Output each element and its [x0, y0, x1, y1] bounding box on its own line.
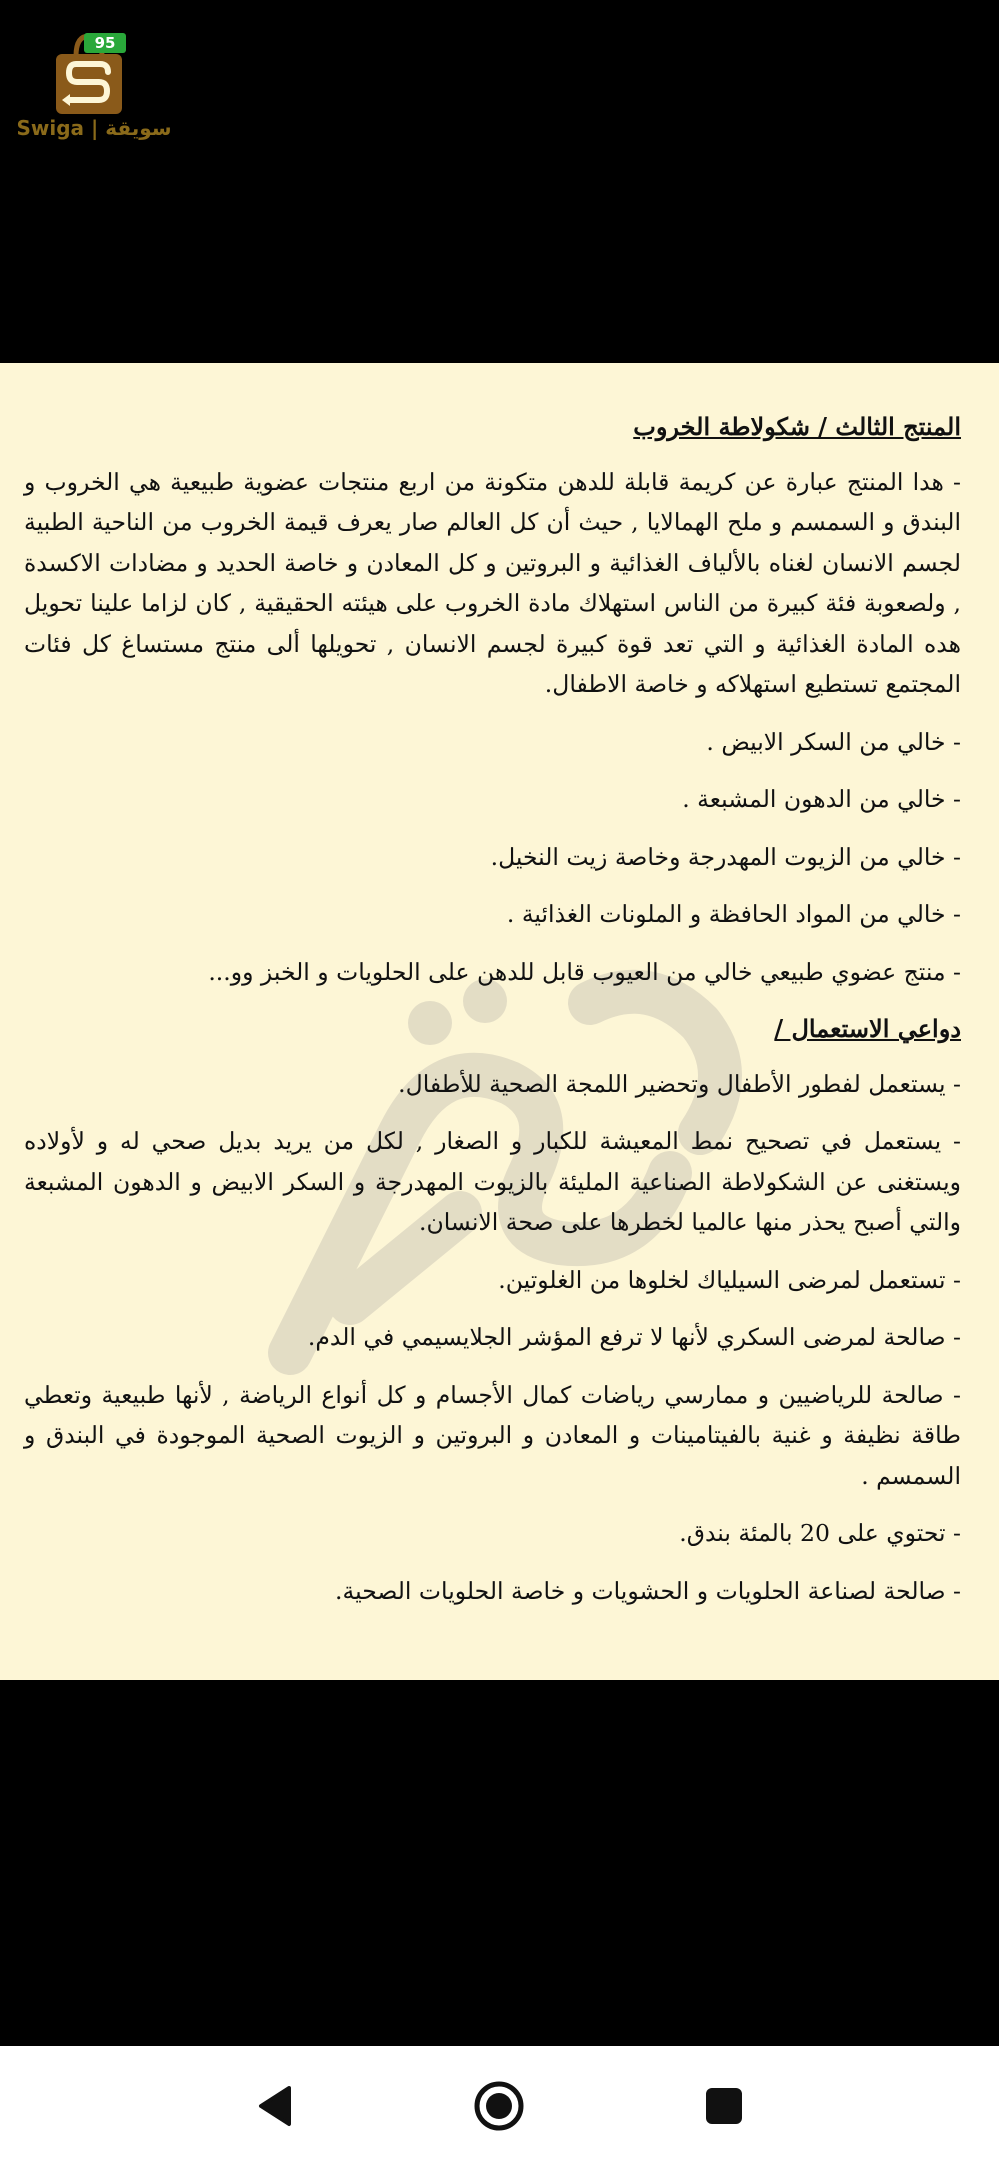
- use-item: - تستعمل لمرضى السيلياك لخلوها من الغلوتين.: [498, 1265, 961, 1294]
- feature-item: - خالي من المواد الحافظة و الملونات الغذائية .: [506, 900, 961, 928]
- home-icon: [472, 2079, 526, 2133]
- back-icon: [255, 2084, 295, 2128]
- logo-badge: 95: [84, 33, 126, 53]
- product-heading: المنتج الثالث / شكولاطة الخروب: [633, 412, 961, 441]
- feature-item: - خالي من السكر الابيض .: [706, 727, 961, 756]
- use-item: - صالحة لصناعة الحلويات و الحشويات و خاصة الحلويات الصحية.: [335, 1576, 961, 1605]
- recent-apps-button[interactable]: [694, 2076, 754, 2136]
- back-button[interactable]: [245, 2076, 305, 2136]
- feature-item: - خالي من الزيوت المهدرجة وخاصة زيت النخيل.: [490, 842, 961, 871]
- navigation-bar: [0, 2046, 999, 2166]
- document-content: [24, 407, 961, 1628]
- use-item: - صالحة لمرضى السكري لأنها لا ترفع المؤشر الجلايسيمي في الدم.: [307, 1323, 961, 1351]
- bottom-black-area: [0, 1680, 999, 2046]
- feature-item: - خالي من الدهون المشبعة .: [682, 785, 961, 813]
- uses-heading: دواعي الاستعمال /: [774, 1014, 961, 1043]
- home-button[interactable]: [469, 2076, 529, 2136]
- recent-apps-icon: [704, 2086, 744, 2126]
- use-item: - صالحة للرياضيين و ممارسي رياضات كمال الأجسام و كل أنواع الرياضة , لأنها طبيعية وتعطي طاقة نظيفة و غنية بالفيتامينات و المعادن و البروتين و الزيوت الصحية الموجودة في البندق و السمسم .: [24, 1380, 961, 1490]
- intro-paragraph: - هدا المنتج عبارة عن كريمة قابلة للدهن متكونة من اربع منتجات عضوية طبيعية هي الخروب و البندق و السمسم و ملح الهمالايا , حيث أن كل العالم صار يعرف قيمة الخروب من الناحية الطبية لجسم الانسان لغناه بالألياف الغذائية و البروتين و كل المعادن و خاصة الحديد و مضادات الاكسدة , ولصعوبة فئة كبيرة من الناس استهلاك مادة الخروب على هيئته الحقيقية , كان لزاما علينا تحويل هده المادة الغذائية و التي تعد قوة كبيرة لجسم الانسان , تحويلها ألى منتج مستساغ كل فئات المجتمع تستطيع استهلاكه و خاصة الاطفال.: [24, 467, 961, 698]
- logo-text: Swiga | سويقة: [16, 116, 172, 140]
- use-item: - يستعمل لفطور الأطفال وتحضير اللمجة الصحية للأطفال.: [398, 1069, 961, 1098]
- use-item: - يستعمل في تصحيح نمط المعيشة للكبار و الصغار , لكل من يريد بديل صحي له و لأولاده ويستغنى عن الشكولاطة الصناعية المليئة بالزيوت المهدرجة و السكر الابيض و الدهون المشبعة والتي أصبح يحذر منها عالميا لخطرها على صحة الانسان.: [24, 1127, 961, 1236]
- use-item: - تحتوي على 20 بالمئة بندق.: [679, 1519, 961, 1547]
- document-page: [0, 363, 999, 1680]
- swiga-logo: [14, 26, 174, 146]
- feature-item: - منتج عضوي طبيعي خالي من العيوب قابل للدهن على الحلويات و الخبز وو...: [208, 957, 961, 986]
- top-black-area: [0, 0, 999, 363]
